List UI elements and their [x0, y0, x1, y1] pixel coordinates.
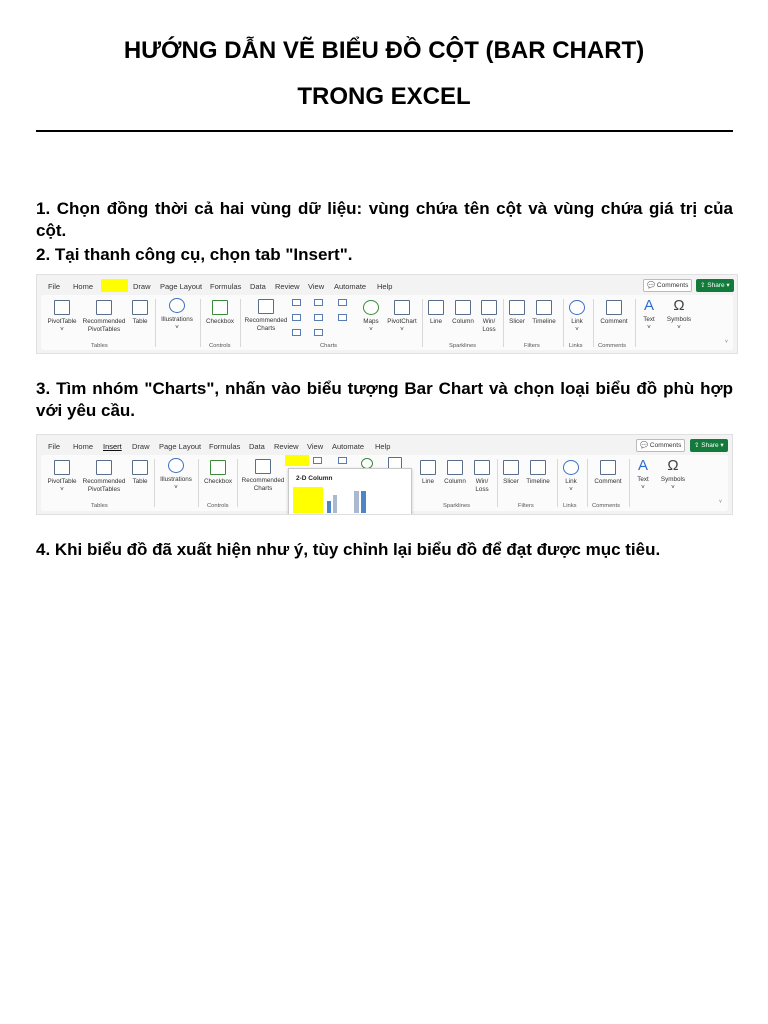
slicer-command[interactable]: Slicer	[506, 300, 528, 326]
table-grid-icon-2	[132, 460, 148, 475]
group-label-controls-2: Controls	[207, 503, 229, 509]
group-label-comments-2: Comments	[592, 503, 621, 509]
tab-automate[interactable]: Automate	[334, 282, 367, 291]
ribbon-tab-bar-2	[37, 435, 732, 455]
tab-help-2[interactable]: Help	[375, 442, 391, 451]
link-icon-2	[563, 460, 579, 475]
tab-view[interactable]: View	[308, 282, 325, 291]
timeline-icon-2	[530, 460, 546, 475]
clustered-column-option-highlight[interactable]	[293, 487, 323, 513]
group-label-filters: Filters	[524, 343, 540, 349]
page-title-line-1: HƯỚNG DẪN VẼ BIỂU ĐỒ CỘT (BAR CHART)	[123, 37, 645, 64]
title-divider	[36, 130, 733, 132]
pivottable-command-2[interactable]: PivotTable ˅	[45, 460, 79, 493]
tab-review-2[interactable]: Review	[274, 442, 299, 451]
comment-command[interactable]: Comment	[596, 300, 632, 326]
dropdown-section-title: 2-D Column	[296, 475, 333, 482]
group-label-tables: Tables	[91, 343, 108, 349]
text-icon: A	[643, 297, 654, 314]
recommended-pivottables-icon-2	[96, 460, 112, 475]
text-command-2[interactable]: A Text ˅	[632, 458, 654, 491]
checkbox-command-2[interactable]: Checkbox	[201, 460, 235, 486]
sparkline-winloss-icon	[481, 300, 497, 315]
timeline-icon	[536, 300, 552, 315]
symbols-command-2[interactable]: Ω Symbols ˅	[658, 458, 688, 491]
column-chart-dropdown[interactable]	[288, 468, 412, 515]
sparkline-line-command[interactable]: Line	[426, 300, 446, 326]
slicer-command-2[interactable]: Slicer	[500, 460, 522, 486]
tab-file-2[interactable]: File	[48, 442, 61, 451]
globe-icon	[363, 300, 379, 315]
ribbon-tab-bar	[37, 275, 737, 295]
pivottable-command[interactable]: PivotTable ˅	[45, 300, 79, 333]
maps-command[interactable]: Maps ˅	[359, 300, 383, 333]
pivotchart-icon	[394, 300, 410, 315]
recommended-charts-command[interactable]: Recommended Charts	[242, 299, 290, 332]
pie-chart-icon[interactable]	[292, 329, 301, 336]
sparkline-column-icon	[455, 300, 471, 315]
timeline-command[interactable]: Timeline	[530, 300, 558, 326]
comment-icon	[606, 300, 622, 315]
table-command[interactable]: Table	[129, 300, 151, 326]
omega-icon-2: Ω	[667, 457, 679, 474]
tab-formulas[interactable]: Formulas	[210, 282, 242, 291]
tab-page-layout-2[interactable]: Page Layout	[159, 442, 202, 451]
omega-icon: Ω	[673, 297, 685, 314]
tab-home-2[interactable]: Home	[73, 442, 94, 451]
bar-chart-button-highlight[interactable]	[285, 455, 309, 466]
tab-draw[interactable]: Draw	[133, 282, 151, 291]
stacked-column-option[interactable]	[326, 491, 342, 513]
hierarchy-chart-icon[interactable]	[314, 299, 323, 306]
page-title-line-2: TRONG EXCEL	[297, 83, 471, 110]
checkbox-icon-2	[210, 460, 226, 475]
recommended-pivottables-command[interactable]: Recommended PivotTables	[80, 300, 128, 333]
sparkline-line-command-2[interactable]: Line	[418, 460, 438, 486]
ribbon-screenshot-charts-group	[36, 434, 733, 515]
group-label-filters-2: Filters	[518, 503, 534, 509]
comment-icon-2	[600, 460, 616, 475]
slicer-icon-2	[503, 460, 519, 475]
tab-automate-2[interactable]: Automate	[332, 442, 365, 451]
step-3-text: 3. Tìm nhóm "Charts", nhấn vào biểu tượng Bar Chart và chọn loại biểu đồ phù hợp với yêu cầu.	[36, 379, 733, 420]
pivotchart-command[interactable]: PivotChart ˅	[385, 300, 419, 333]
insert-tab-highlight[interactable]	[101, 279, 128, 292]
table-grid-icon	[132, 300, 148, 315]
pivottable-icon	[54, 300, 70, 315]
tab-file[interactable]: File	[48, 282, 61, 291]
ribbon-panel-2	[41, 455, 728, 511]
ribbon-panel	[41, 295, 733, 350]
tab-help[interactable]: Help	[377, 282, 393, 291]
text-command[interactable]: A Text ˅	[638, 298, 660, 331]
sparkline-line-icon	[428, 300, 444, 315]
ribbon-collapse-icon[interactable]: ˅	[725, 339, 728, 345]
symbols-command[interactable]: Ω Symbols ˅	[664, 298, 694, 331]
group-label-links: Links	[569, 343, 583, 349]
pivottable-icon-2	[54, 460, 70, 475]
illustrations-command[interactable]: Illustrations ˅	[158, 298, 196, 331]
statistic-chart-icon[interactable]	[314, 314, 323, 321]
recommended-pivottables-icon	[96, 300, 112, 315]
share-button-2[interactable]: ⇪ Share ▾	[690, 439, 728, 452]
group-label-sparklines-2: Sparklines	[443, 503, 471, 509]
tab-review[interactable]: Review	[275, 282, 300, 291]
ribbon-screenshot-insert-tab	[36, 274, 738, 354]
illustrations-command-2[interactable]: Illustrations ˅	[157, 458, 195, 491]
checkbox-icon	[212, 300, 228, 315]
shapes-icon-2	[168, 458, 184, 473]
link-command[interactable]: Link ˅	[566, 300, 588, 333]
text-icon-2: A	[637, 457, 648, 474]
column-chart-icon[interactable]	[292, 299, 301, 306]
tab-draw-2[interactable]: Draw	[132, 442, 150, 451]
checkbox-command[interactable]: Checkbox	[203, 300, 237, 326]
tab-home[interactable]: Home	[73, 282, 94, 291]
group-label-links-2: Links	[563, 503, 577, 509]
recommended-charts-icon	[258, 299, 274, 314]
shapes-icon	[169, 298, 185, 313]
sparkline-column-command[interactable]: Column	[449, 300, 477, 326]
tab-data[interactable]: Data	[250, 282, 266, 291]
sparkline-winloss-icon-2	[474, 460, 490, 475]
waterfall-chart-icon-2[interactable]	[338, 457, 347, 464]
comments-button[interactable]: 💬 Comments	[643, 279, 692, 292]
group-label-controls: Controls	[209, 343, 231, 349]
link-icon	[569, 300, 585, 315]
sparkline-column-command-2[interactable]: Column	[441, 460, 469, 486]
hierarchy-chart-icon-2[interactable]	[313, 457, 322, 464]
step-2-text: 2. Tại thanh công cụ, chọn tab "Insert".	[36, 245, 353, 264]
waterfall-chart-icon[interactable]	[338, 299, 347, 306]
step-4-text: 4. Khi biểu đồ đã xuất hiện như ý, tùy chỉnh lại biểu đồ để đạt được mục tiêu.	[36, 540, 661, 559]
group-label-tables-2: Tables	[91, 503, 108, 509]
sparkline-column-icon-2	[447, 460, 463, 475]
tab-view-2[interactable]: View	[307, 442, 324, 451]
comment-command-2[interactable]: Comment	[590, 460, 626, 486]
share-button[interactable]: ⇪ Share ▾	[696, 279, 734, 292]
ribbon-collapse-icon-2[interactable]: ˅	[719, 499, 722, 505]
tab-formulas-2[interactable]: Formulas	[209, 442, 241, 451]
recommended-pivottables-command-2[interactable]: Recommended PivotTables	[80, 460, 128, 493]
recommended-charts-icon-2	[255, 459, 271, 474]
line-chart-icon[interactable]	[292, 314, 301, 321]
tab-insert-2[interactable]: Insert	[103, 442, 122, 451]
step-1-text: 1. Chọn đồng thời cả hai vùng dữ liệu: vùng chứa tên cột và vùng chứa giá trị của cột.	[36, 199, 733, 240]
sparkline-winloss-command-2[interactable]: Win/ Loss	[471, 460, 493, 493]
tab-data-2[interactable]: Data	[249, 442, 265, 451]
combo-chart-icon[interactable]	[338, 314, 347, 321]
link-command-2[interactable]: Link ˅	[560, 460, 582, 493]
group-label-charts: Charts	[320, 343, 338, 349]
group-label-comments: Comments	[598, 343, 627, 349]
comments-button-2[interactable]: 💬 Comments	[636, 439, 685, 452]
table-command-2[interactable]: Table	[129, 460, 151, 486]
slicer-icon	[509, 300, 525, 315]
percent-stacked-column-option[interactable]	[353, 489, 373, 513]
sparkline-line-icon-2	[420, 460, 436, 475]
timeline-command-2[interactable]: Timeline	[524, 460, 552, 486]
group-label-sparklines: Sparklines	[449, 343, 477, 349]
recommended-charts-command-2[interactable]: Recommended Charts	[239, 459, 287, 492]
sparkline-winloss-command[interactable]: Win/ Loss	[478, 300, 500, 333]
tab-page-layout[interactable]: Page Layout	[160, 282, 203, 291]
scatter-chart-icon[interactable]	[314, 329, 323, 336]
